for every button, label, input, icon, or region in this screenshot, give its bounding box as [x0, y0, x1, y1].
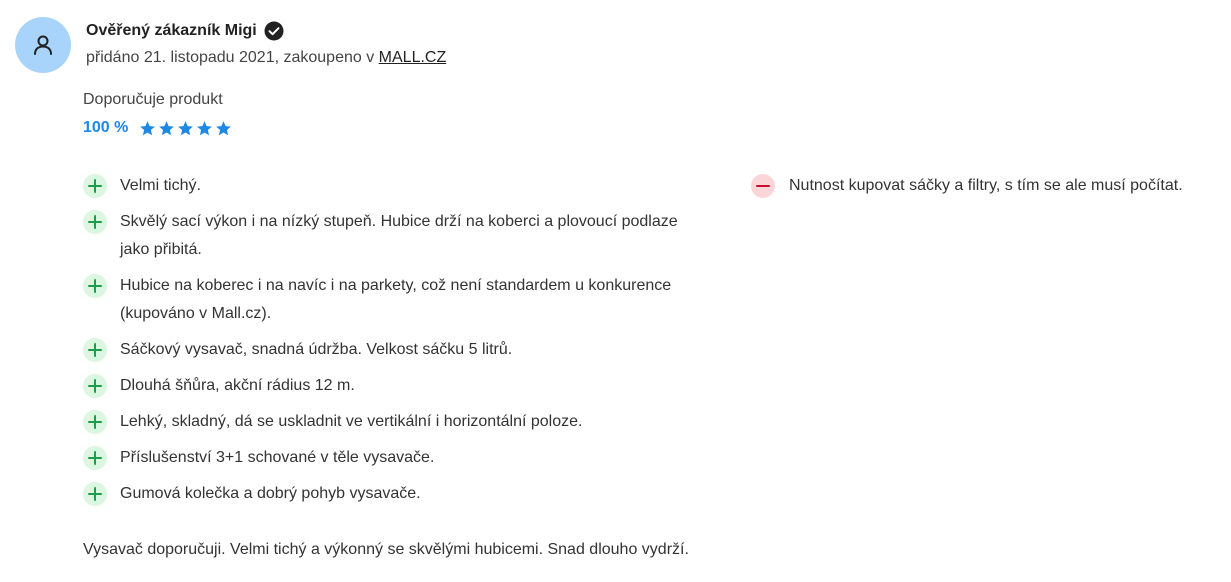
rating-percent: 100 % [83, 119, 129, 136]
plus-icon [83, 482, 107, 506]
pro-text: Skvělý sací výkon i na nízký stupeň. Hubice drží na koberci a plovoucí podlaze jako přibitá. [120, 213, 678, 258]
star-rating [139, 120, 234, 137]
pro-text: Hubice na koberec i na navíc i na parkety, což není standardem u konkurence (kupováno v Mall.cz). [120, 277, 672, 322]
plus-icon [83, 210, 107, 234]
pro-item [83, 372, 683, 400]
star-icon [177, 120, 194, 137]
pro-text: Dlouhá šňůra, akční rádius 12 m. [120, 377, 355, 394]
plus-icon [83, 274, 107, 298]
user-icon [31, 33, 55, 57]
pros-list [83, 172, 683, 516]
cons-list [751, 172, 1229, 200]
pro-item [83, 480, 683, 508]
pro-item [83, 444, 683, 472]
pro-text: Velmi tichý. [120, 177, 201, 194]
con-item [751, 172, 1229, 200]
plus-icon [83, 410, 107, 434]
avatar [15, 17, 71, 73]
plus-icon [83, 338, 107, 362]
pro-item [83, 272, 683, 328]
review-date-text: přidáno 21. listopadu 2021, zakoupeno v [86, 49, 379, 66]
review-author [86, 21, 284, 41]
verified-check-icon [264, 21, 284, 41]
pro-text: Lehký, skladný, dá se uskladnit ve vertikální i horizontální poloze. [120, 413, 583, 430]
review-summary: Vysavač doporučuji. Velmi tichý a výkonný se skvělými hubicemi. Snad dlouho vydrží. [83, 541, 689, 558]
pro-text: Gumová kolečka a dobrý pohyb vysavače. [120, 485, 421, 502]
recommend-label: Doporučuje produkt [83, 91, 223, 108]
plus-icon [83, 374, 107, 398]
star-icon [215, 120, 232, 137]
pro-text: Příslušenství 3+1 schované v těle vysavače. [120, 449, 435, 466]
review-meta [86, 49, 446, 67]
minus-icon [751, 174, 775, 198]
con-text: Nutnost kupovat sáčky a filtry, s tím se ale musí počítat. [789, 177, 1183, 194]
store-link[interactable]: MALL.CZ [378, 49, 447, 66]
star-icon [196, 120, 213, 137]
author-name: Ověřený zákazník Migi [86, 22, 257, 39]
pro-item [83, 172, 683, 200]
pro-text: Sáčkový vysavač, snadná údržba. Velkost sáčku 5 litrů. [120, 341, 513, 358]
plus-icon [83, 446, 107, 470]
rating [83, 119, 234, 137]
plus-icon [83, 174, 107, 198]
star-icon [158, 120, 175, 137]
pro-item [83, 408, 683, 436]
pro-item [83, 336, 683, 364]
star-icon [139, 120, 156, 137]
pro-item [83, 208, 683, 264]
